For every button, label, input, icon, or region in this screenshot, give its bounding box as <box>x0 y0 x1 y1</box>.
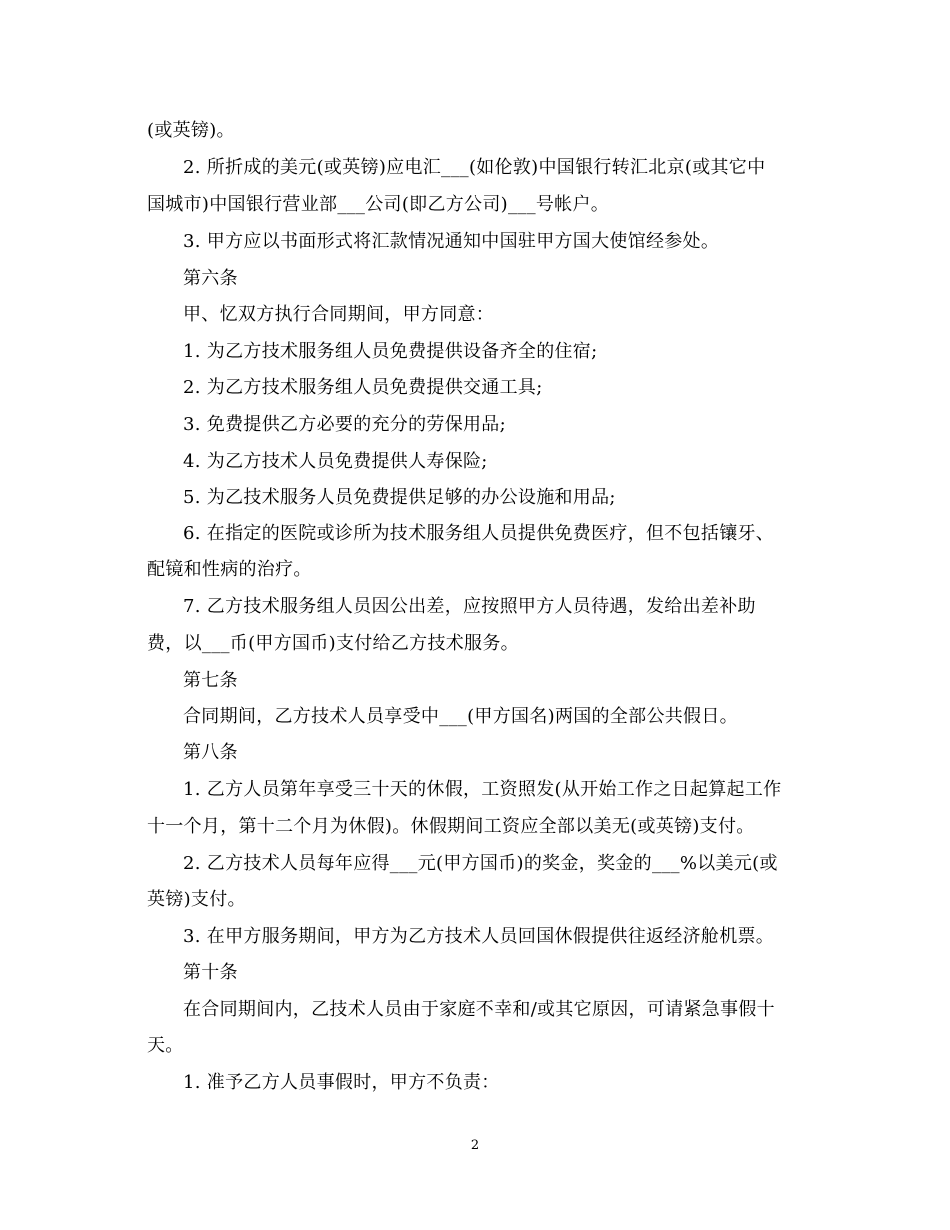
text-line: 在合同期间内，乙技术人员由于家庭不幸和/或其它原因，可请紧急事假十 <box>183 999 775 1020</box>
text-line: 天。 <box>147 1035 184 1056</box>
section-heading: 第六条 <box>183 268 238 289</box>
text-line: 2. 所折成的美元(或英镑)应电汇___(如伦敦)中国银行转汇北京(或其它中 <box>183 157 766 178</box>
text-line: 配镜和性病的治疗。 <box>147 559 312 580</box>
text-line: 合同期间，乙方技术人员享受中___(甲方国名)两国的全部公共假日。 <box>183 706 738 727</box>
list-item: 2. 为乙方技术服务组人员免费提供交通工具; <box>183 377 543 398</box>
list-item: 7. 乙方技术服务组人员因公出差，应按照甲方人员待遇，发给出差补助 <box>183 596 756 617</box>
list-item: 1. 准予乙方人员事假时，甲方不负责： <box>183 1072 500 1093</box>
list-item: 1. 为乙方技术服务组人员免费提供设备齐全的住宿; <box>183 341 598 362</box>
list-item: 5. 为乙技术服务人员免费提供足够的办公设施和用品; <box>183 487 616 508</box>
text-line: 费，以___币(甲方国币)支付给乙方技术服务。 <box>147 633 519 654</box>
section-heading: 第八条 <box>183 742 238 763</box>
list-item: 2. 乙方技术人员每年应得___元(甲方国币)的奖金，奖金的___%以美元(或 <box>183 853 778 874</box>
list-item: 6. 在指定的医院或诊所为技术服务组人员提供免费医疗，但不包括镶牙、 <box>183 523 775 544</box>
text-line: 英镑)支付。 <box>147 889 246 910</box>
list-item: 1. 乙方人员第年享受三十天的休假，工资照发(从开始工作之日起算起工作 <box>183 779 782 800</box>
list-item: 3. 在甲方服务期间，甲方为乙方技术人员回国休假提供往返经济舱机票。 <box>183 926 775 947</box>
text-line: 3. 甲方应以书面形式将汇款情况通知中国驻甲方国大使馆经参处。 <box>183 231 720 252</box>
list-item: 3. 免费提供乙方必要的充分的劳保用品; <box>183 414 506 435</box>
section-heading: 第七条 <box>183 670 238 691</box>
page-number: 2 <box>470 1138 480 1153</box>
text-line: 国城市)中国银行营业部___公司(即乙方公司)___号帐户。 <box>147 194 610 215</box>
section-heading: 第十条 <box>183 962 238 983</box>
text-line: (或英镑)。 <box>147 120 235 141</box>
text-line: 十一个月，第十二个月为休假)。休假期间工资应全部以美无(或英镑)支付。 <box>147 816 755 837</box>
list-item: 4. 为乙方技术人员免费提供人寿保险; <box>183 451 488 472</box>
text-line: 甲、忆双方执行合同期间，甲方同意： <box>183 304 495 325</box>
